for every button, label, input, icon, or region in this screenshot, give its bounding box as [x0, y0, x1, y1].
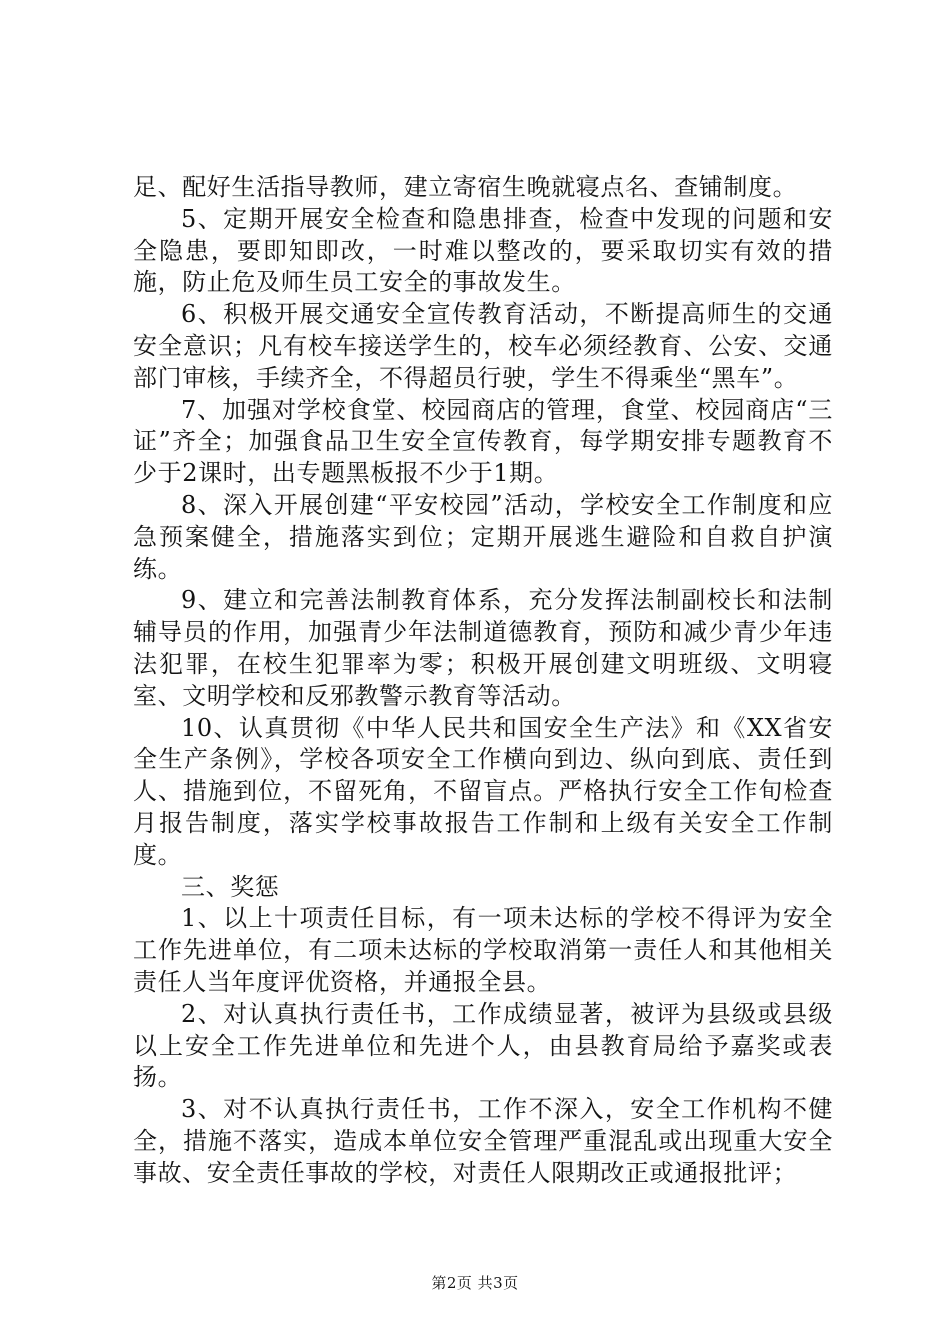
paragraph-reward-3: 3、对不认真执行责任书，工作不深入，安全工作机构不健全，措施不落实，造成本单位安全管理严重混乱或出现重大安全事故、安全责任事故的学校，对责任人限期改正或通报批评； — [133, 1095, 833, 1187]
paragraph-item-5: 5、定期开展安全检查和隐患排查，检查中发现的问题和安全隐患，要即知即改，一时难以整改的，要采取切实有效的措施，防止危及师生员工安全的事故发生。 — [133, 204, 833, 297]
paragraph-reward-2: 2、对认真执行责任书，工作成绩显著，被评为县级或县级以上安全工作先进单位和先进个人，由县教育局给予嘉奖或表扬。 — [133, 999, 833, 1092]
document-body — [133, 172, 833, 1190]
page-footer: 第2页 共3页 — [431, 1274, 519, 1292]
paragraph-item-9: 9、建立和完善法制教育体系，充分发挥法制副校长和法制辅导员的作用，加强青少年法制道德教育，预防和减少青少年违法犯罪，在校生犯罪率为零；积极开展创建文明班级、文明寝室、文明学校和反邪教警示教育等活动。 — [133, 586, 833, 710]
paragraph-reward-1: 1、以上十项责任目标，有一项未达标的学校不得评为安全工作先进单位，有二项未达标的学校取消第一责任人和其他相关责任人当年度评优资格，并通报全县。 — [133, 904, 833, 996]
paragraph-item-10: 10、认真贯彻《中华人民共和国安全生产法》和《XX省安全生产条例》，学校各项安全工作横向到边、纵向到底、责任到人、措施到位，不留死角，不留盲点。严格执行安全工作旬检查月报告制度，落实学校事故报告工作制和上级有关安全工作制度。 — [133, 713, 833, 869]
paragraph-item-7: 7、加强对学校食堂、校园商店的管理，食堂、校园商店“三证”齐全；加强食品卫生安全宣传教育，每学期安排专题教育不少于2课时，出专题黑板报不少于1期。 — [133, 395, 833, 488]
paragraph-item-6: 6、积极开展交通安全宣传教育活动，不断提高师生的交通安全意识；凡有校车接送学生的，校车必须经教育、公安、交通部门审核，手续齐全，不得超员行驶，学生不得乘坐“黑车”。 — [133, 300, 833, 392]
paragraph-continuation: 足、配好生活指导教师，建立寄宿生晚就寝点名、查铺制度。 — [133, 173, 798, 201]
section-heading-rewards: 三、奖惩 — [181, 872, 280, 901]
paragraph-item-8: 8、深入开展创建“平安校园”活动，学校安全工作制度和应急预案健全，措施落实到位；定期开展逃生避险和自救自护演练。 — [133, 490, 833, 583]
